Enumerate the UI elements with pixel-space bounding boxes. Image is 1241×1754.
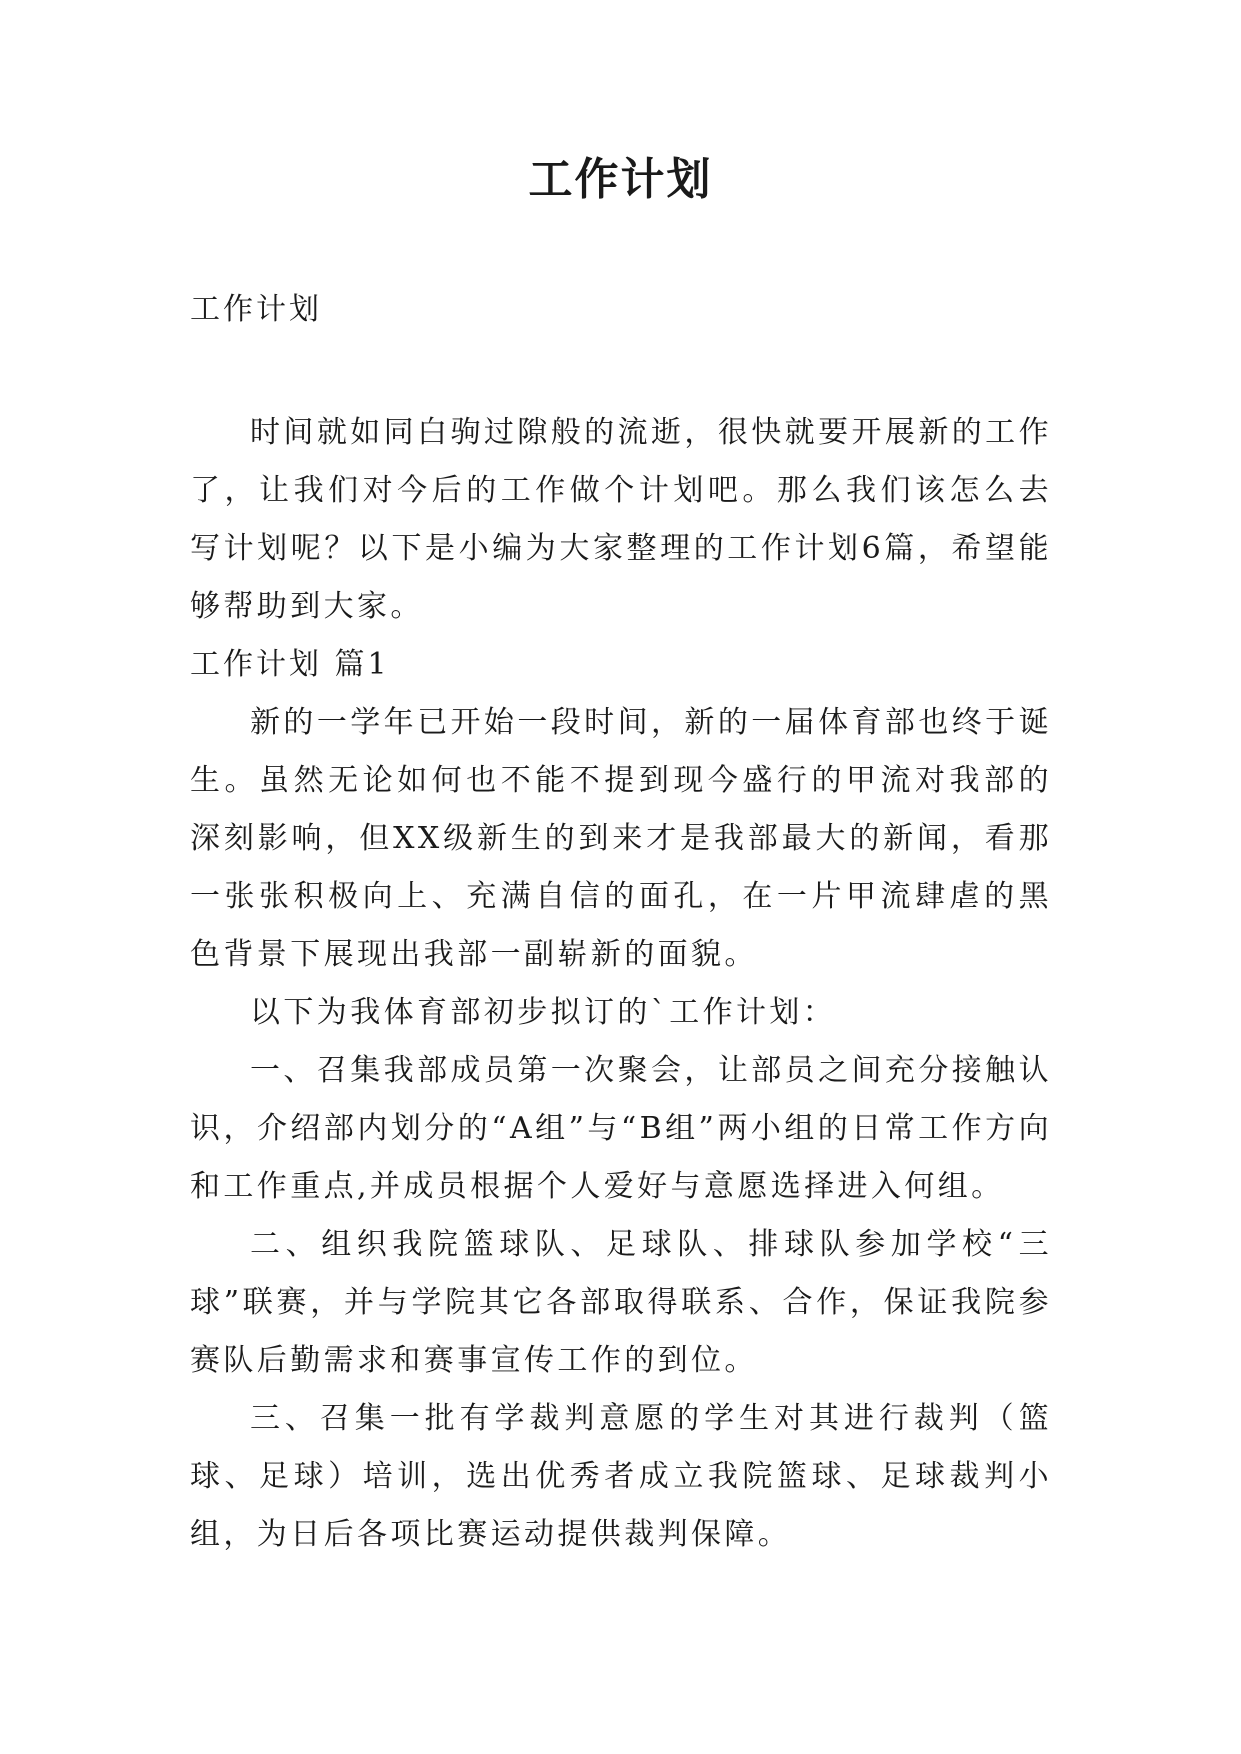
document-subtitle: 工作计划 (190, 292, 322, 327)
section-paragraph: 以下为我体育部初步拟订的`工作计划： (250, 995, 837, 1030)
intro-paragraph: 时间就如同白驹过隙般的流逝，很快就要开展新的工作了，让我们对今后的工作做个计划吧。那么我们该怎么去写计划呢？以下是小编为大家整理的工作计划6篇，希望能够帮助到大家。 (190, 415, 1052, 624)
document-title: 工作计划 (528, 154, 713, 205)
section-paragraph: 二、组织我院篮球队、足球队、排球队参加学校“三球”联赛，并与学院其它各部取得联系、合作，保证我院参赛队后勤需求和赛事宣传工作的到位。 (190, 1227, 1052, 1378)
section-paragraph: 三、召集一批有学裁判意愿的学生对其进行裁判（篮球、足球）培训，选出优秀者成立我院篮球、足球裁判小组，为日后各项比赛运动提供裁判保障。 (190, 1401, 1052, 1552)
section-heading: 工作计划 篇1 (190, 647, 390, 682)
section-paragraph: 新的一学年已开始一段时间，新的一届体育部也终于诞生。虽然无论如何也不能不提到现今盛行的甲流对我部的深刻影响，但XX级新生的到来才是我部最大的新闻，看那一张张积极向上、充满自信的面孔，在一片甲流肆虐的黑色背景下展现出我部一副崭新的面貌。 (190, 705, 1052, 972)
document-body (190, 290, 1052, 1564)
section-paragraph: 一、召集我部成员第一次聚会，让部员之间充分接触认识，介绍部内划分的“A组”与“B组”两小组的日常工作方向和工作重点,并成员根据个人爱好与意愿选择进入何组。 (190, 1053, 1052, 1204)
